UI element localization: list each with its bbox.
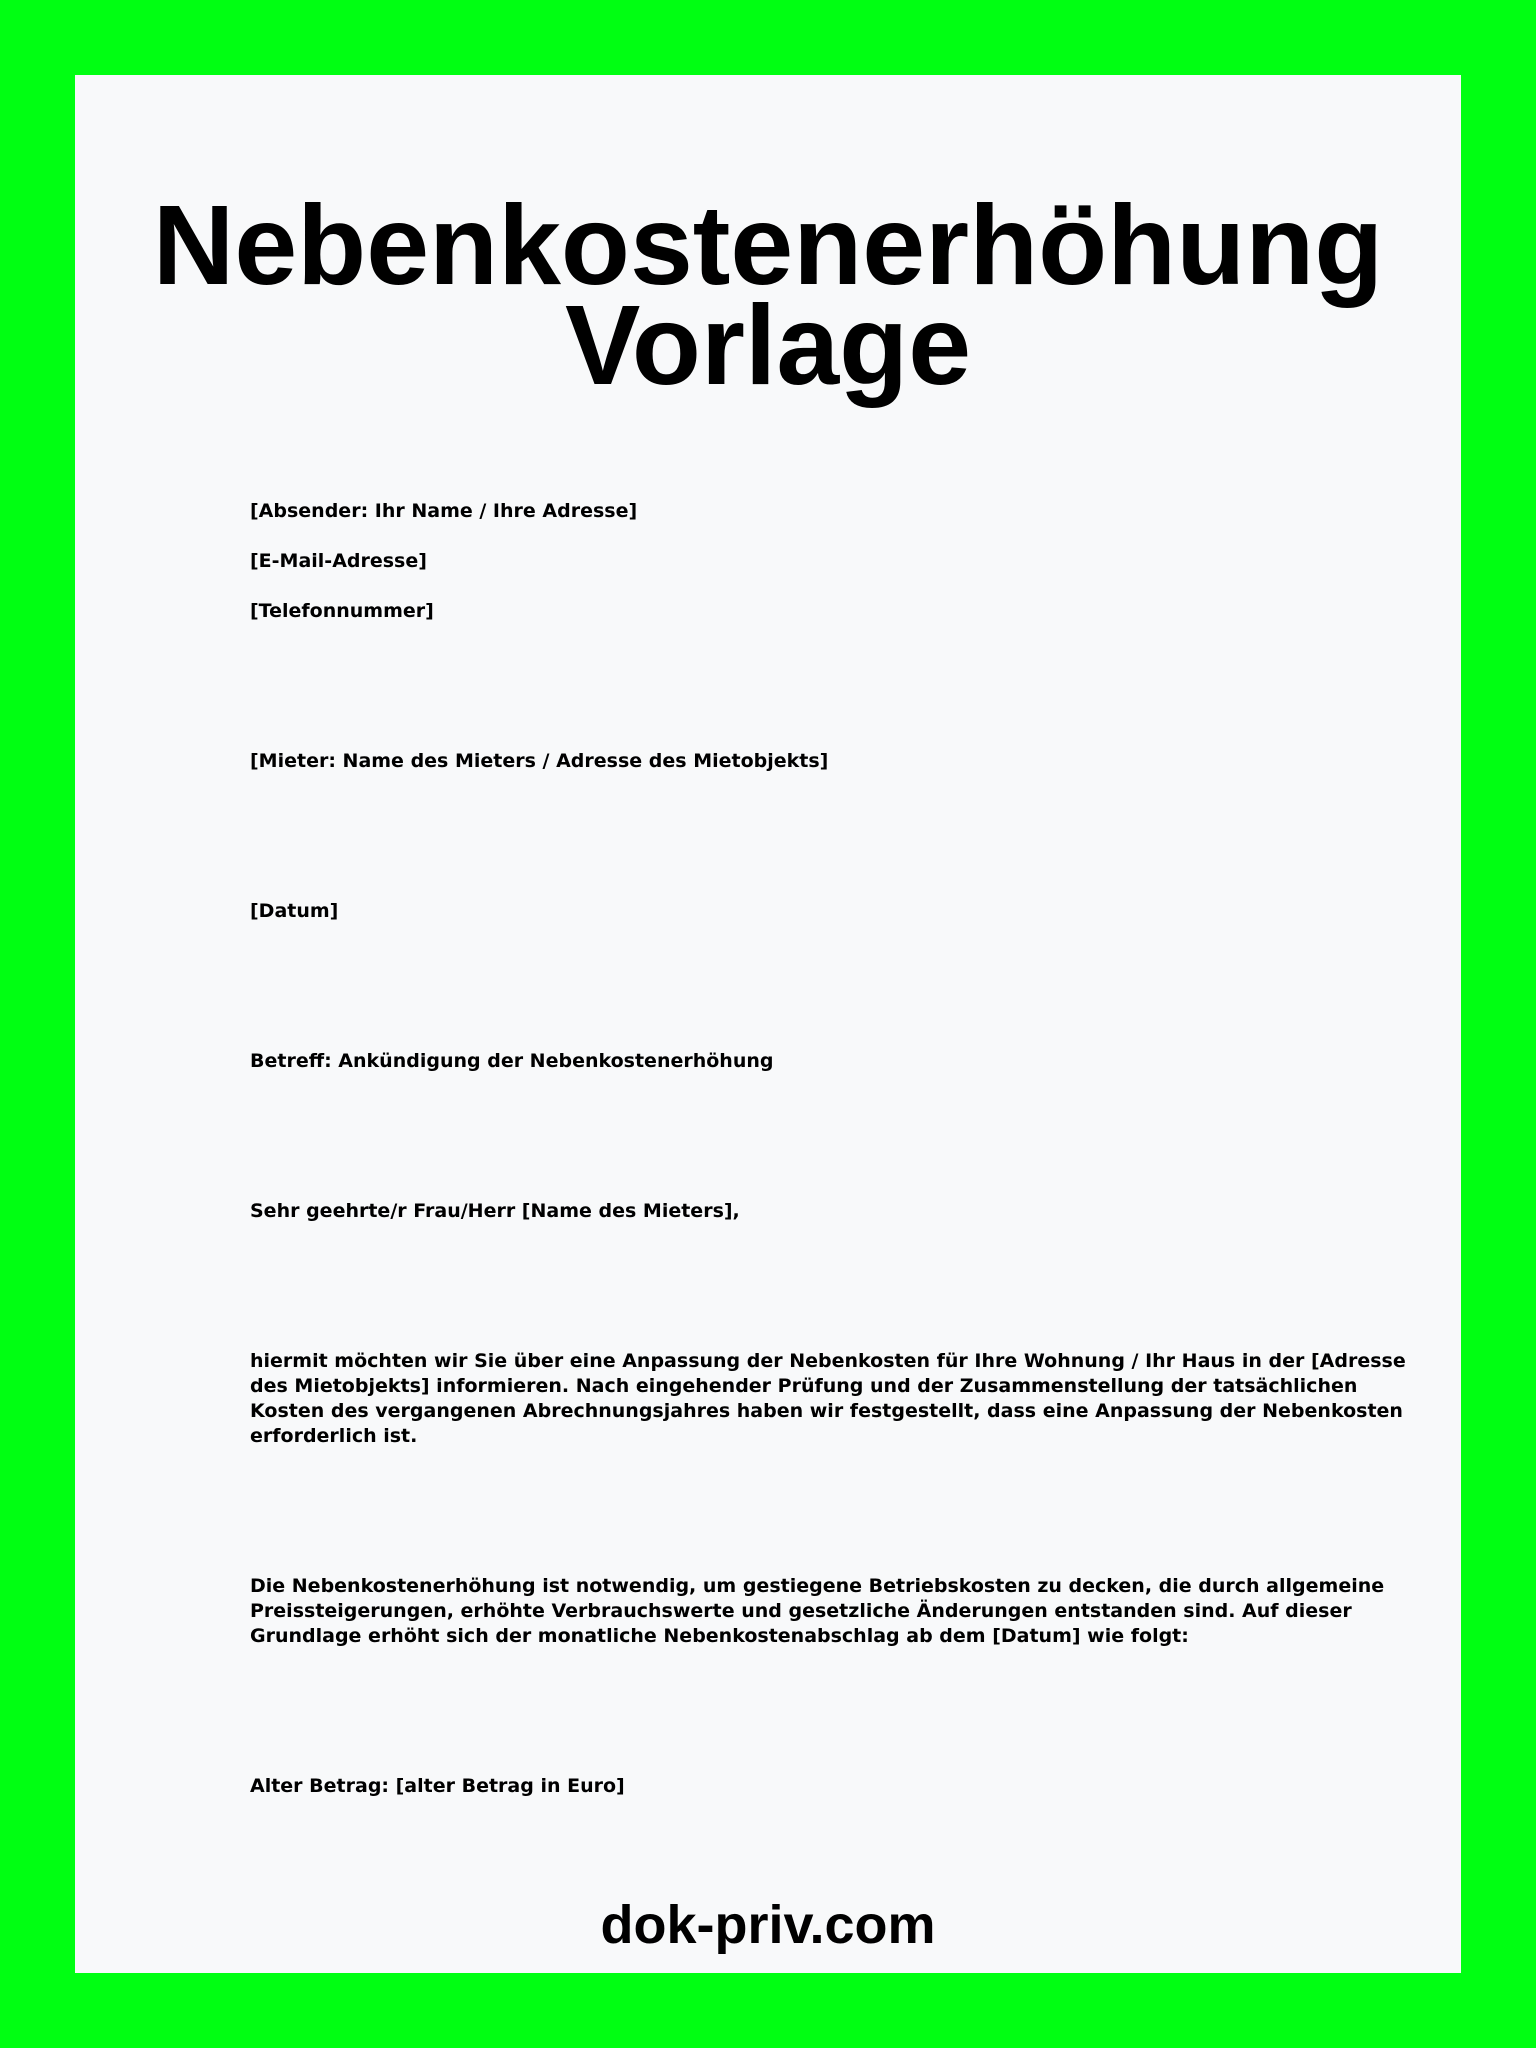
- paragraph-line: erforderlich ist.: [250, 1425, 418, 1447]
- footer-website: dok-priv.com: [600, 1895, 936, 1955]
- body-paragraph-1: [250, 1349, 1406, 1449]
- paragraph-line: Kosten des vergangenen Abrechnungsjahres haben wir festgestellt, dass eine Anpassung der Nebenkosten: [250, 1400, 1403, 1422]
- sender-email: [E-Mail-Adresse]: [250, 550, 427, 572]
- sender-phone: [Telefonnummer]: [250, 600, 434, 622]
- old-amount-line: Alter Betrag: [alter Betrag in Euro]: [250, 1775, 625, 1797]
- paragraph-line: des Mietobjekts] informieren. Nach eingehender Prüfung und der Zusammenstellung der tatsächlichen: [250, 1375, 1358, 1397]
- letter-salutation: Sehr geehrte/r Frau/Herr [Name des Mieters],: [250, 1200, 740, 1222]
- recipient-address: [Mieter: Name des Mieters / Adresse des Mietobjekts]: [250, 750, 829, 772]
- letter-date: [Datum]: [250, 900, 339, 922]
- document-title: [75, 182, 1461, 408]
- paragraph-line: Preissteigerungen, erhöhte Verbrauchswerte und gesetzliche Änderungen entstanden sind. Auf dieser: [250, 1600, 1352, 1622]
- paragraph-line: Die Nebenkostenerhöhung ist notwendig, um gestiegene Betriebskosten zu decken, die durch allgemeine: [250, 1575, 1385, 1597]
- paragraph-line: hiermit möchten wir Sie über eine Anpassung der Nebenkosten für Ihre Wohnung / Ihr Haus in der [Adresse: [250, 1350, 1406, 1372]
- letter-subject: Betreff: Ankündigung der Nebenkostenerhöhung: [250, 1050, 774, 1072]
- paragraph-line: Grundlage erhöht sich der monatliche Nebenkostenabschlag ab dem [Datum] wie folgt:: [250, 1625, 1189, 1647]
- sender-name-address: [Absender: Ihr Name / Ihre Adresse]: [250, 500, 638, 522]
- body-paragraph-2: [250, 1574, 1385, 1649]
- title-line-1: Nebenkostenerhöhung: [152, 182, 1384, 308]
- title-line-2: Vorlage: [564, 282, 972, 408]
- letter-page: [75, 75, 1461, 1973]
